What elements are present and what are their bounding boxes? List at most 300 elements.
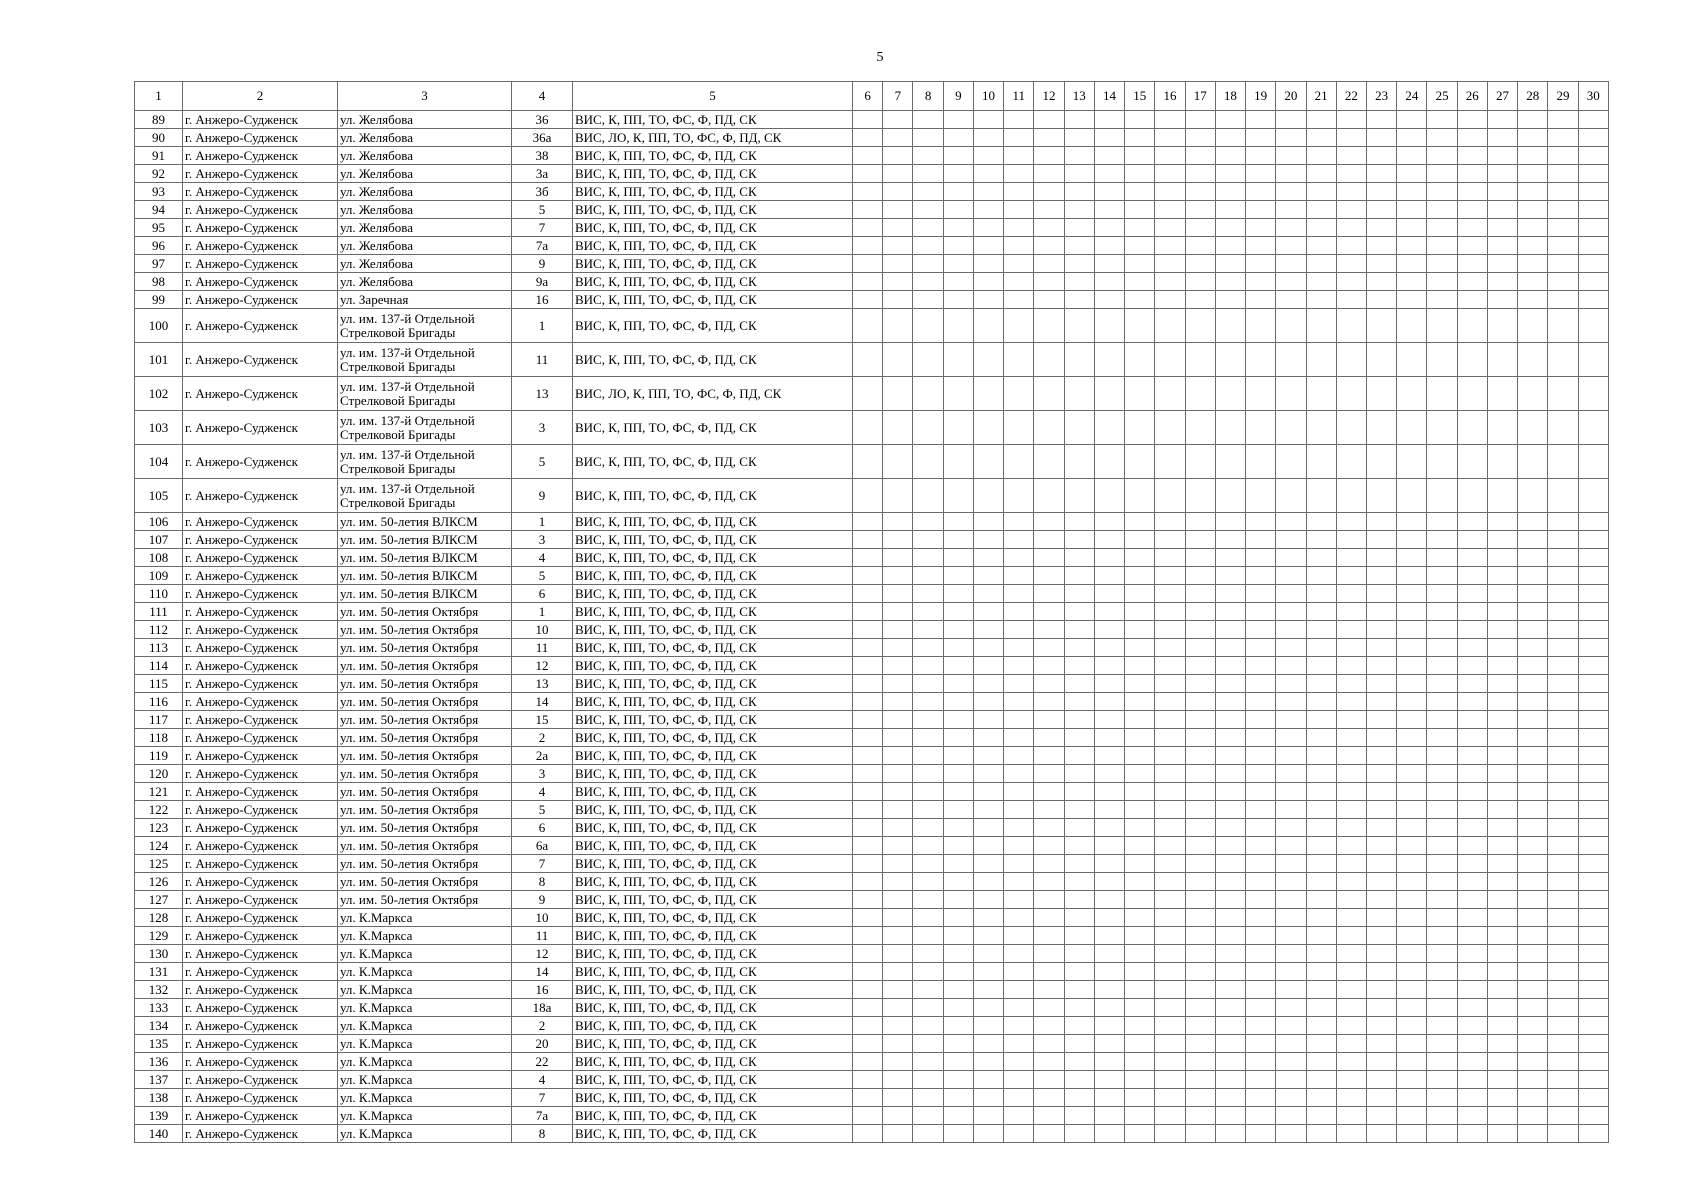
- mark-cell-col-27: [1487, 639, 1517, 657]
- mark-cell-col-15: [1125, 1125, 1155, 1143]
- table-row: [135, 201, 1609, 219]
- mark-cell-col-7: [883, 909, 913, 927]
- mark-cell-col-25: [1427, 219, 1457, 237]
- mark-cell-col-6: [853, 201, 883, 219]
- mark-cell-col-27: [1487, 165, 1517, 183]
- mark-cell-col-26: [1457, 693, 1487, 711]
- table-row: [135, 765, 1609, 783]
- mark-cell-col-20: [1276, 255, 1306, 273]
- mark-cell-col-19: [1246, 479, 1276, 513]
- mark-cell-col-29: [1548, 411, 1578, 445]
- mark-cell-col-8: [913, 377, 943, 411]
- mark-cell-col-18: [1215, 111, 1245, 129]
- mark-cell-col-14: [1094, 219, 1124, 237]
- mark-cell-col-11: [1004, 711, 1034, 729]
- mark-cell-col-7: [883, 621, 913, 639]
- mark-cell-col-14: [1094, 711, 1124, 729]
- mark-cell-col-28: [1518, 999, 1548, 1017]
- mark-cell-col-28: [1518, 1107, 1548, 1125]
- mark-cell-col-10: [973, 981, 1003, 999]
- mark-cell-col-11: [1004, 219, 1034, 237]
- house-number-cell: 7: [512, 855, 573, 873]
- mark-cell-col-30: [1578, 201, 1608, 219]
- mark-cell-col-7: [883, 1089, 913, 1107]
- mark-cell-col-11: [1004, 531, 1034, 549]
- mark-cell-col-11: [1004, 1107, 1034, 1125]
- mark-cell-col-26: [1457, 201, 1487, 219]
- mark-cell-col-20: [1276, 377, 1306, 411]
- works-cell: ВИС, К, ПП, ТО, ФС, Ф, ПД, СК: [573, 219, 853, 237]
- mark-cell-col-8: [913, 237, 943, 255]
- mark-cell-col-21: [1306, 1125, 1336, 1143]
- mark-cell-col-20: [1276, 445, 1306, 479]
- mark-cell-col-25: [1427, 309, 1457, 343]
- mark-cell-col-13: [1064, 1089, 1094, 1107]
- mark-cell-col-30: [1578, 603, 1608, 621]
- column-header-13: 13: [1064, 82, 1094, 111]
- mark-cell-col-30: [1578, 1053, 1608, 1071]
- mark-cell-col-30: [1578, 411, 1608, 445]
- mark-cell-col-23: [1366, 963, 1396, 981]
- mark-cell-col-24: [1397, 729, 1427, 747]
- mark-cell-col-23: [1366, 531, 1396, 549]
- mark-cell-col-7: [883, 999, 913, 1017]
- mark-cell-col-25: [1427, 981, 1457, 999]
- mark-cell-col-16: [1155, 981, 1185, 999]
- column-header-11: 11: [1004, 82, 1034, 111]
- works-cell: ВИС, К, ПП, ТО, ФС, Ф, ПД, СК: [573, 531, 853, 549]
- mark-cell-col-23: [1366, 201, 1396, 219]
- mark-cell-col-6: [853, 1125, 883, 1143]
- mark-cell-col-17: [1185, 309, 1215, 343]
- works-cell: ВИС, К, ПП, ТО, ФС, Ф, ПД, СК: [573, 765, 853, 783]
- city-cell: г. Анжеро-Судженск: [183, 567, 338, 585]
- mark-cell-col-18: [1215, 1089, 1245, 1107]
- mark-cell-col-26: [1457, 219, 1487, 237]
- mark-cell-col-20: [1276, 837, 1306, 855]
- mark-cell-col-30: [1578, 585, 1608, 603]
- mark-cell-col-13: [1064, 801, 1094, 819]
- mark-cell-col-28: [1518, 621, 1548, 639]
- mark-cell-col-17: [1185, 639, 1215, 657]
- mark-cell-col-23: [1366, 675, 1396, 693]
- mark-cell-col-14: [1094, 801, 1124, 819]
- mark-cell-col-29: [1548, 801, 1578, 819]
- mark-cell-col-23: [1366, 981, 1396, 999]
- mark-cell-col-18: [1215, 783, 1245, 801]
- mark-cell-col-9: [943, 981, 973, 999]
- mark-cell-col-26: [1457, 639, 1487, 657]
- mark-cell-col-28: [1518, 747, 1548, 765]
- mark-cell-col-30: [1578, 377, 1608, 411]
- mark-cell-col-15: [1125, 783, 1155, 801]
- mark-cell-col-12: [1034, 1017, 1064, 1035]
- mark-cell-col-21: [1306, 201, 1336, 219]
- mark-cell-col-21: [1306, 273, 1336, 291]
- mark-cell-col-13: [1064, 621, 1094, 639]
- mark-cell-col-12: [1034, 603, 1064, 621]
- mark-cell-col-22: [1336, 343, 1366, 377]
- mark-cell-col-13: [1064, 999, 1094, 1017]
- mark-cell-col-13: [1064, 585, 1094, 603]
- mark-cell-col-12: [1034, 343, 1064, 377]
- mark-cell-col-7: [883, 513, 913, 531]
- mark-cell-col-18: [1215, 747, 1245, 765]
- house-number-cell: 8: [512, 1125, 573, 1143]
- row-number-cell: 122: [135, 801, 183, 819]
- mark-cell-col-13: [1064, 1071, 1094, 1089]
- mark-cell-col-14: [1094, 855, 1124, 873]
- mark-cell-col-24: [1397, 927, 1427, 945]
- mark-cell-col-29: [1548, 693, 1578, 711]
- street-cell: ул. им. 50-летия Октября: [338, 621, 512, 639]
- city-cell: г. Анжеро-Судженск: [183, 411, 338, 445]
- mark-cell-col-9: [943, 343, 973, 377]
- mark-cell-col-12: [1034, 657, 1064, 675]
- mark-cell-col-29: [1548, 219, 1578, 237]
- mark-cell-col-8: [913, 129, 943, 147]
- column-header-26: 26: [1457, 82, 1487, 111]
- mark-cell-col-30: [1578, 711, 1608, 729]
- mark-cell-col-21: [1306, 729, 1336, 747]
- mark-cell-col-24: [1397, 411, 1427, 445]
- mark-cell-col-8: [913, 729, 943, 747]
- mark-cell-col-6: [853, 1089, 883, 1107]
- mark-cell-col-26: [1457, 183, 1487, 201]
- mark-cell-col-11: [1004, 201, 1034, 219]
- mark-cell-col-7: [883, 237, 913, 255]
- mark-cell-col-24: [1397, 1071, 1427, 1089]
- mark-cell-col-19: [1246, 273, 1276, 291]
- mark-cell-col-8: [913, 445, 943, 479]
- mark-cell-col-12: [1034, 255, 1064, 273]
- mark-cell-col-17: [1185, 129, 1215, 147]
- mark-cell-col-12: [1034, 309, 1064, 343]
- mark-cell-col-25: [1427, 129, 1457, 147]
- mark-cell-col-21: [1306, 1017, 1336, 1035]
- mark-cell-col-25: [1427, 855, 1457, 873]
- mark-cell-col-6: [853, 675, 883, 693]
- mark-cell-col-27: [1487, 309, 1517, 343]
- row-number-cell: 117: [135, 711, 183, 729]
- mark-cell-col-16: [1155, 1017, 1185, 1035]
- mark-cell-col-21: [1306, 837, 1336, 855]
- mark-cell-col-6: [853, 1071, 883, 1089]
- house-number-cell: 7: [512, 219, 573, 237]
- street-cell: ул. им. 137-й Отдельной Стрелковой Бригады: [338, 343, 512, 377]
- mark-cell-col-27: [1487, 147, 1517, 165]
- mark-cell-col-8: [913, 585, 943, 603]
- mark-cell-col-7: [883, 445, 913, 479]
- mark-cell-col-23: [1366, 549, 1396, 567]
- mark-cell-col-27: [1487, 945, 1517, 963]
- city-cell: г. Анжеро-Судженск: [183, 837, 338, 855]
- mark-cell-col-16: [1155, 603, 1185, 621]
- works-cell: ВИС, К, ПП, ТО, ФС, Ф, ПД, СК: [573, 479, 853, 513]
- mark-cell-col-22: [1336, 783, 1366, 801]
- mark-cell-col-29: [1548, 909, 1578, 927]
- mark-cell-col-20: [1276, 165, 1306, 183]
- mark-cell-col-8: [913, 819, 943, 837]
- mark-cell-col-12: [1034, 1107, 1064, 1125]
- mark-cell-col-10: [973, 819, 1003, 837]
- mark-cell-col-25: [1427, 945, 1457, 963]
- mark-cell-col-7: [883, 343, 913, 377]
- mark-cell-col-25: [1427, 445, 1457, 479]
- city-cell: г. Анжеро-Судженск: [183, 1071, 338, 1089]
- mark-cell-col-6: [853, 657, 883, 675]
- street-cell: ул. им. 50-летия Октября: [338, 711, 512, 729]
- mark-cell-col-22: [1336, 219, 1366, 237]
- mark-cell-col-6: [853, 891, 883, 909]
- city-cell: г. Анжеро-Судженск: [183, 711, 338, 729]
- table-row: [135, 945, 1609, 963]
- mark-cell-col-28: [1518, 603, 1548, 621]
- mark-cell-col-16: [1155, 765, 1185, 783]
- mark-cell-col-25: [1427, 747, 1457, 765]
- mark-cell-col-30: [1578, 343, 1608, 377]
- works-cell: ВИС, К, ПП, ТО, ФС, Ф, ПД, СК: [573, 909, 853, 927]
- mark-cell-col-20: [1276, 513, 1306, 531]
- mark-cell-col-11: [1004, 585, 1034, 603]
- mark-cell-col-11: [1004, 129, 1034, 147]
- mark-cell-col-20: [1276, 273, 1306, 291]
- mark-cell-col-17: [1185, 237, 1215, 255]
- mark-cell-col-9: [943, 945, 973, 963]
- mark-cell-col-27: [1487, 479, 1517, 513]
- mark-cell-col-27: [1487, 711, 1517, 729]
- mark-cell-col-17: [1185, 1125, 1215, 1143]
- mark-cell-col-27: [1487, 377, 1517, 411]
- mark-cell-col-15: [1125, 927, 1155, 945]
- row-number-cell: 94: [135, 201, 183, 219]
- mark-cell-col-24: [1397, 765, 1427, 783]
- mark-cell-col-21: [1306, 603, 1336, 621]
- house-number-cell: 1: [512, 309, 573, 343]
- mark-cell-col-13: [1064, 1125, 1094, 1143]
- mark-cell-col-29: [1548, 855, 1578, 873]
- mark-cell-col-16: [1155, 411, 1185, 445]
- mark-cell-col-12: [1034, 909, 1064, 927]
- mark-cell-col-29: [1548, 927, 1578, 945]
- mark-cell-col-14: [1094, 783, 1124, 801]
- mark-cell-col-15: [1125, 729, 1155, 747]
- row-number-cell: 134: [135, 1017, 183, 1035]
- mark-cell-col-20: [1276, 909, 1306, 927]
- works-cell: ВИС, К, ПП, ТО, ФС, Ф, ПД, СК: [573, 927, 853, 945]
- house-number-cell: 5: [512, 567, 573, 585]
- mark-cell-col-19: [1246, 801, 1276, 819]
- mark-cell-col-7: [883, 675, 913, 693]
- mark-cell-col-6: [853, 343, 883, 377]
- mark-cell-col-8: [913, 411, 943, 445]
- mark-cell-col-29: [1548, 255, 1578, 273]
- mark-cell-col-16: [1155, 1035, 1185, 1053]
- mark-cell-col-12: [1034, 513, 1064, 531]
- table-row: [135, 237, 1609, 255]
- mark-cell-col-8: [913, 1125, 943, 1143]
- mark-cell-col-11: [1004, 729, 1034, 747]
- mark-cell-col-21: [1306, 309, 1336, 343]
- table-row: [135, 783, 1609, 801]
- mark-cell-col-15: [1125, 147, 1155, 165]
- mark-cell-col-8: [913, 891, 943, 909]
- mark-cell-col-23: [1366, 711, 1396, 729]
- mark-cell-col-17: [1185, 747, 1215, 765]
- mark-cell-col-18: [1215, 309, 1245, 343]
- mark-cell-col-28: [1518, 377, 1548, 411]
- mark-cell-col-14: [1094, 945, 1124, 963]
- table-row: [135, 309, 1609, 343]
- street-cell: ул. им. 50-летия Октября: [338, 855, 512, 873]
- works-cell: ВИС, К, ПП, ТО, ФС, Ф, ПД, СК: [573, 255, 853, 273]
- mark-cell-col-18: [1215, 711, 1245, 729]
- mark-cell-col-17: [1185, 1017, 1215, 1035]
- mark-cell-col-30: [1578, 657, 1608, 675]
- mark-cell-col-21: [1306, 567, 1336, 585]
- mark-cell-col-15: [1125, 711, 1155, 729]
- column-header-1: 1: [135, 82, 183, 111]
- mark-cell-col-20: [1276, 129, 1306, 147]
- mark-cell-col-29: [1548, 1107, 1578, 1125]
- mark-cell-col-24: [1397, 291, 1427, 309]
- mark-cell-col-14: [1094, 621, 1124, 639]
- mark-cell-col-15: [1125, 693, 1155, 711]
- mark-cell-col-21: [1306, 963, 1336, 981]
- city-cell: г. Анжеро-Судженск: [183, 183, 338, 201]
- mark-cell-col-22: [1336, 891, 1366, 909]
- mark-cell-col-18: [1215, 183, 1245, 201]
- mark-cell-col-8: [913, 567, 943, 585]
- mark-cell-col-26: [1457, 675, 1487, 693]
- mark-cell-col-6: [853, 147, 883, 165]
- mark-cell-col-10: [973, 783, 1003, 801]
- mark-cell-col-21: [1306, 1107, 1336, 1125]
- mark-cell-col-14: [1094, 1017, 1124, 1035]
- mark-cell-col-16: [1155, 549, 1185, 567]
- mark-cell-col-26: [1457, 729, 1487, 747]
- mark-cell-col-13: [1064, 411, 1094, 445]
- mark-cell-col-29: [1548, 675, 1578, 693]
- mark-cell-col-23: [1366, 855, 1396, 873]
- house-number-cell: 9: [512, 479, 573, 513]
- city-cell: г. Анжеро-Судженск: [183, 147, 338, 165]
- mark-cell-col-27: [1487, 1017, 1517, 1035]
- mark-cell-col-7: [883, 873, 913, 891]
- mark-cell-col-9: [943, 165, 973, 183]
- mark-cell-col-25: [1427, 873, 1457, 891]
- mark-cell-col-19: [1246, 219, 1276, 237]
- mark-cell-col-22: [1336, 549, 1366, 567]
- mark-cell-col-20: [1276, 783, 1306, 801]
- table-row: [135, 219, 1609, 237]
- mark-cell-col-13: [1064, 873, 1094, 891]
- mark-cell-col-14: [1094, 747, 1124, 765]
- mark-cell-col-29: [1548, 147, 1578, 165]
- mark-cell-col-13: [1064, 567, 1094, 585]
- mark-cell-col-16: [1155, 165, 1185, 183]
- table-row: [135, 711, 1609, 729]
- mark-cell-col-13: [1064, 675, 1094, 693]
- works-cell: ВИС, К, ПП, ТО, ФС, Ф, ПД, СК: [573, 585, 853, 603]
- house-number-cell: 3б: [512, 183, 573, 201]
- mark-cell-col-10: [973, 1017, 1003, 1035]
- mark-cell-col-20: [1276, 585, 1306, 603]
- mark-cell-col-20: [1276, 147, 1306, 165]
- mark-cell-col-28: [1518, 309, 1548, 343]
- works-cell: ВИС, К, ПП, ТО, ФС, Ф, ПД, СК: [573, 1089, 853, 1107]
- mark-cell-col-18: [1215, 1107, 1245, 1125]
- house-number-cell: 7а: [512, 237, 573, 255]
- mark-cell-col-10: [973, 711, 1003, 729]
- mark-cell-col-12: [1034, 445, 1064, 479]
- mark-cell-col-13: [1064, 639, 1094, 657]
- mark-cell-col-26: [1457, 531, 1487, 549]
- mark-cell-col-26: [1457, 377, 1487, 411]
- mark-cell-col-12: [1034, 377, 1064, 411]
- mark-cell-col-28: [1518, 1035, 1548, 1053]
- mark-cell-col-12: [1034, 927, 1064, 945]
- street-cell: ул. Желябова: [338, 219, 512, 237]
- row-number-cell: 91: [135, 147, 183, 165]
- mark-cell-col-22: [1336, 765, 1366, 783]
- mark-cell-col-6: [853, 165, 883, 183]
- mark-cell-col-16: [1155, 343, 1185, 377]
- mark-cell-col-13: [1064, 531, 1094, 549]
- city-cell: г. Анжеро-Судженск: [183, 675, 338, 693]
- street-cell: ул. Желябова: [338, 255, 512, 273]
- mark-cell-col-13: [1064, 445, 1094, 479]
- mark-cell-col-9: [943, 603, 973, 621]
- mark-cell-col-27: [1487, 567, 1517, 585]
- mark-cell-col-7: [883, 1017, 913, 1035]
- mark-cell-col-11: [1004, 1071, 1034, 1089]
- mark-cell-col-23: [1366, 747, 1396, 765]
- mark-cell-col-16: [1155, 513, 1185, 531]
- mark-cell-col-9: [943, 675, 973, 693]
- mark-cell-col-7: [883, 603, 913, 621]
- street-cell: ул. К.Маркса: [338, 981, 512, 999]
- mark-cell-col-14: [1094, 165, 1124, 183]
- mark-cell-col-24: [1397, 621, 1427, 639]
- table-row: [135, 567, 1609, 585]
- house-number-cell: 1: [512, 513, 573, 531]
- mark-cell-col-24: [1397, 201, 1427, 219]
- mark-cell-col-21: [1306, 531, 1336, 549]
- mark-cell-col-18: [1215, 291, 1245, 309]
- mark-cell-col-24: [1397, 909, 1427, 927]
- house-number-cell: 38: [512, 147, 573, 165]
- mark-cell-col-6: [853, 729, 883, 747]
- works-cell: ВИС, К, ПП, ТО, ФС, Ф, ПД, СК: [573, 945, 853, 963]
- mark-cell-col-23: [1366, 183, 1396, 201]
- column-header-7: 7: [883, 82, 913, 111]
- column-header-3: 3: [338, 82, 512, 111]
- street-cell: ул. Желябова: [338, 147, 512, 165]
- mark-cell-col-26: [1457, 165, 1487, 183]
- mark-cell-col-13: [1064, 747, 1094, 765]
- mark-cell-col-8: [913, 603, 943, 621]
- mark-cell-col-30: [1578, 183, 1608, 201]
- mark-cell-col-15: [1125, 513, 1155, 531]
- works-cell: ВИС, К, ПП, ТО, ФС, Ф, ПД, СК: [573, 603, 853, 621]
- row-number-cell: 123: [135, 819, 183, 837]
- mark-cell-col-6: [853, 819, 883, 837]
- mark-cell-col-21: [1306, 693, 1336, 711]
- mark-cell-col-16: [1155, 237, 1185, 255]
- mark-cell-col-22: [1336, 1071, 1366, 1089]
- mark-cell-col-18: [1215, 639, 1245, 657]
